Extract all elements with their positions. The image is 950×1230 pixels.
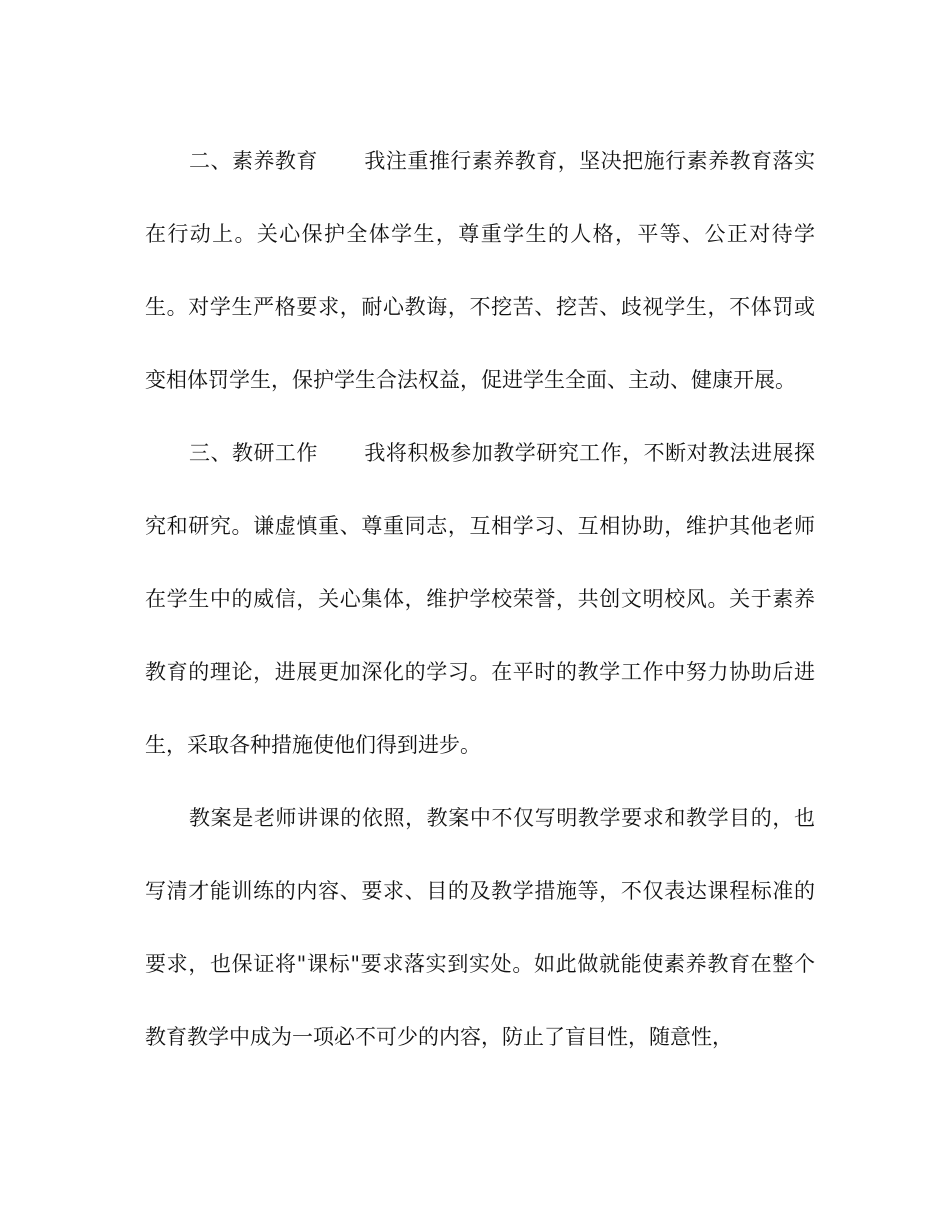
paragraph-text: 教案是老师讲课的依照，教案中不仅写明教学要求和教学目的，也写清才能训练的内容、要求、目的及教学措施等，不仅表达课程标准的要求，也保证将"课标"要求落实到实处。如此做就能使素养教育在整个教育教学中成为一项必不可少的内容，防止了盲目性，随意性， <box>145 806 815 1049</box>
paragraph-teaching-research <box>145 417 815 782</box>
paragraph-text: 我注重推行素养教育，坚决把施行素养教育落实在行动上。关心保护全体学生，尊重学生的人格，平等、公正对待学生。对学生严格要求，耐心教诲，不挖苦、挖苦、歧视学生，不体罚或变相体罚学生，保护学生合法权益，促进学生全面、主动、健康开展。 <box>145 149 815 392</box>
section-heading-teaching-research: 三、教研工作 <box>189 441 318 465</box>
document-body <box>145 125 815 1074</box>
paragraph-text: 我将积极参加教学研究工作，不断对教法进展探究和研究。谦虚慎重、尊重同志，互相学习、互相协助，维护其他老师在学生中的威信，关心集体，维护学校荣誉，共创文明校风。关于素养教育的理论，进展更加深化的学习。在平时的教学工作中努力协助后进生，采取各种措施使他们得到进步。 <box>145 441 815 757</box>
paragraph-quality-education <box>145 125 815 417</box>
section-heading-quality-education: 二、素养教育 <box>189 149 318 173</box>
paragraph-lesson-plans <box>145 782 815 1074</box>
